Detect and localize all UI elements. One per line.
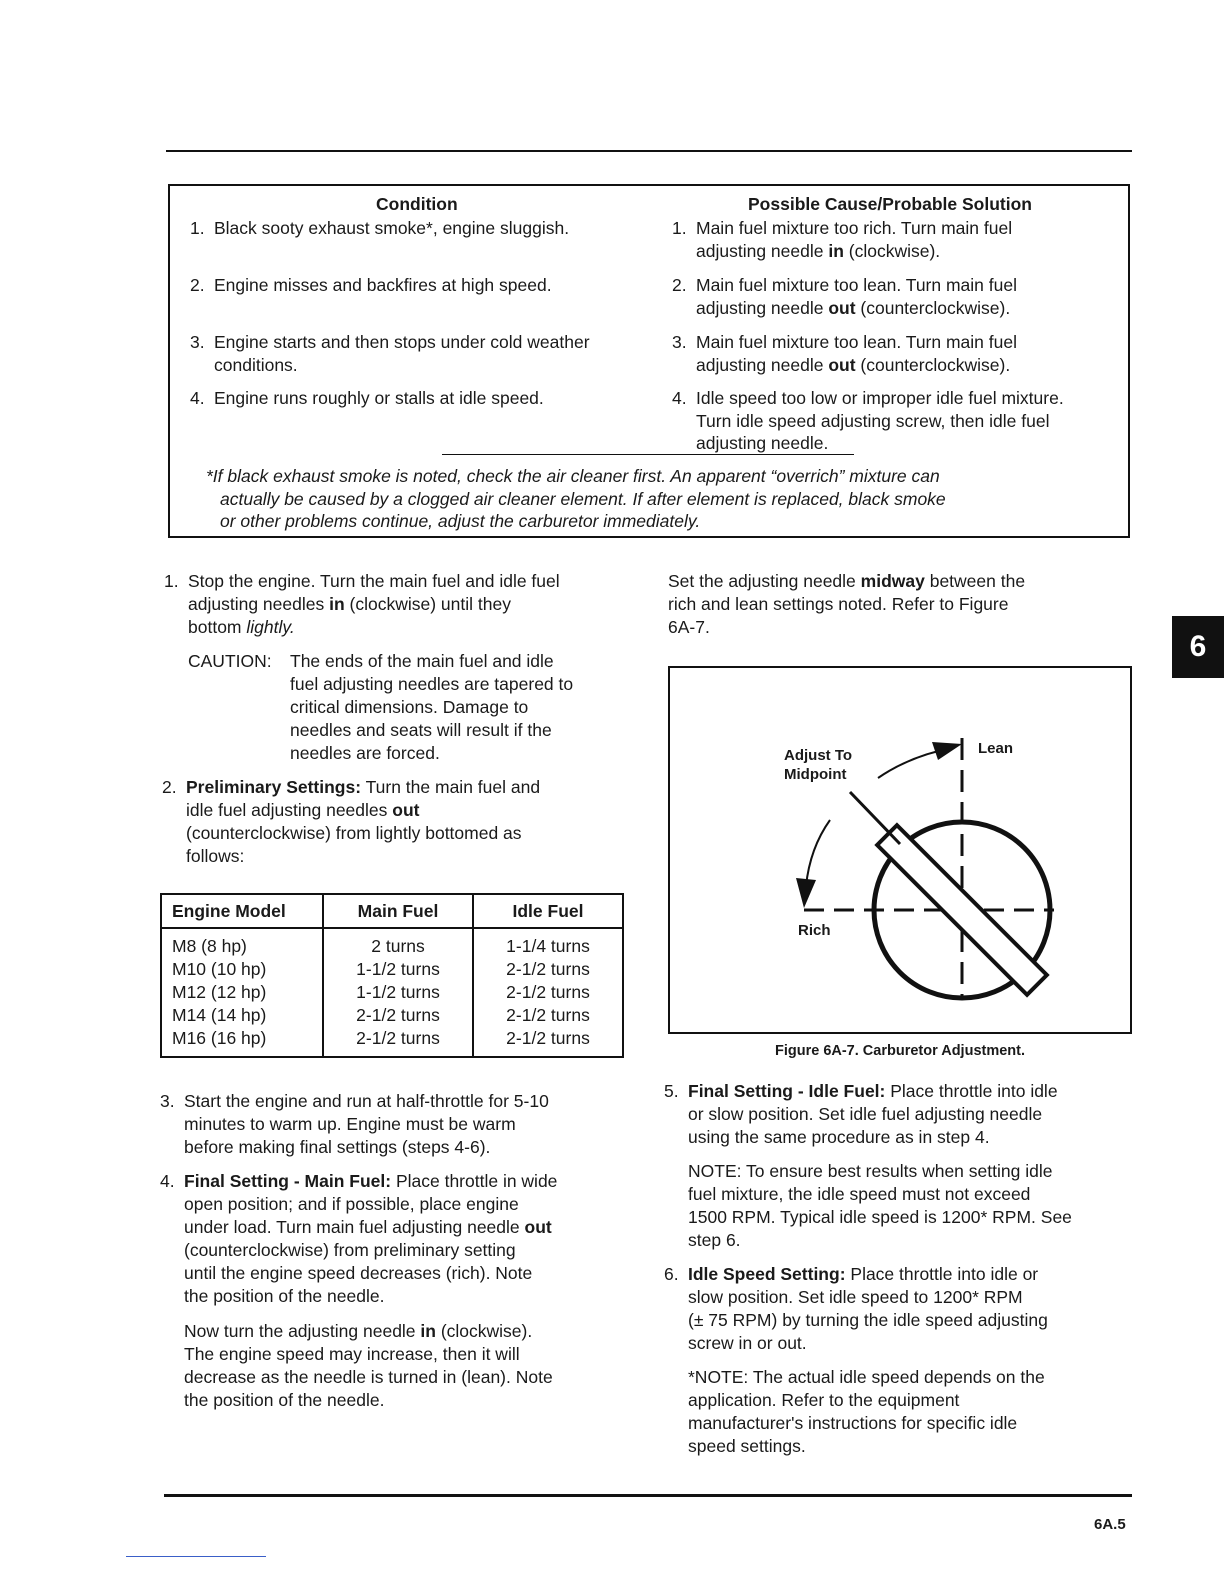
section-tab: 6: [1172, 616, 1224, 678]
cause-header: Possible Cause/Probable Solution: [748, 194, 1032, 214]
col-header-engine-model: Engine Model: [161, 894, 323, 928]
engine-settings-table: [160, 893, 624, 1058]
caution-label: CAUTION:: [188, 651, 272, 671]
carburetor-figure: [668, 666, 1132, 1034]
figure-caption: Figure 6A-7. Carburetor Adjustment.: [774, 1043, 1026, 1059]
footnote: *If black exhaust smoke is noted, check the air cleaner first. An apparent “overrich” mixture can actually be caused by a clogged air cleaner element. If after element is replaced, black smoke or other problems continue, adjust the carburetor immediately.: [206, 466, 946, 531]
step-4-continued: Now turn the adjusting needle in (clockwise). The engine speed may increase, then it will decrease as the needle is turned in (lean). Note the position of the needle.: [184, 1321, 553, 1410]
midway-paragraph: Set the adjusting needle midway between the rich and lean settings noted. Refer to Figure 6A-7.: [668, 571, 1026, 637]
lean-arrow-head: [932, 742, 962, 760]
lean-label: Lean: [978, 740, 1014, 757]
top-rule: [166, 150, 1132, 152]
table-row: M10 (10 hp) 1-1/2 turns 2-1/2 turns: [161, 958, 623, 981]
step-4: 4. Final Setting - Main Fuel: Place throttle in wide open position; and if possible, place engine under load. Turn main fuel adjusting needle out (counterclockwise) from preliminary setting until the engine speed decreases (rich). Note the position of the needle.: [160, 1171, 558, 1306]
col-header-idle-fuel: Idle Fuel: [473, 894, 623, 928]
note-idle-speed: *NOTE: The actual idle speed depends on the application. Refer to the equipment manufacturer's instructions for specific idle speed settings.: [688, 1367, 1045, 1456]
table-row: M14 (14 hp) 2-1/2 turns 2-1/2 turns: [161, 1004, 623, 1027]
footnote-divider: [442, 454, 854, 455]
step-2: 2. Preliminary Settings: Turn the main fuel and idle fuel adjusting needles out (counterclockwise) from lightly bottomed as follows:: [162, 777, 541, 866]
rich-arrow-head: [796, 878, 816, 908]
step-1: 1. Stop the engine. Turn the main fuel and idle fuel adjusting needles in (clockwise) until they bottom lightly.: [164, 571, 560, 637]
condition-header: Condition: [376, 194, 458, 214]
note-idle-mixture: NOTE: To ensure best results when setting idle fuel mixture, the idle speed must not exceed 1500 RPM. Typical idle speed is 1200* RPM. See step 6.: [688, 1161, 1072, 1250]
midpoint-pointer: [850, 792, 900, 844]
rich-arrow-line: [806, 820, 830, 886]
step-6: 6. Idle Speed Setting: Place throttle into idle or slow position. Set idle speed to 1200* RPM (± 75 RPM) by turning the idle speed adjusting screw in or out.: [664, 1264, 1048, 1353]
caution-note: CAUTION: The ends of the main fuel and idle fuel adjusting needles are tapered to critical dimensions. Damage to needles and seats will result if the needles are forced.: [188, 651, 574, 763]
step-3: 3. Start the engine and run at half-throttle for 5-10 minutes to warm up. Engine must be warm before making final settings (steps 4-6).: [160, 1091, 549, 1157]
table-row: M16 (16 hp) 2-1/2 turns 2-1/2 turns: [161, 1027, 623, 1057]
carburetor-diagram: [670, 668, 1130, 1032]
rich-label: Rich: [798, 922, 831, 939]
footer-link-line: [126, 1556, 266, 1557]
bottom-rule: [164, 1494, 1132, 1497]
col-header-main-fuel: Main Fuel: [323, 894, 473, 928]
adjust-to-midpoint-label: Adjust To Midpoint: [784, 747, 853, 783]
troubleshooting-table: Condition Possible Cause/Probable Solution 1. Black sooty exhaust smoke*, engine sluggish. 1. Main fuel mixture too rich. Turn main fuel adjusting needle in (clockwise). 2. Engine misses and backfires at high speed. 2. Main fuel mixture too lean. Turn main fuel adjusting needle out (counterclockwise). 3. Engine starts and then stops under cold weather conditions. 3. Main fuel mixture too lean. Turn main fuel adjusting needle out (counterclockwise). 4. Engine runs roughly or stalls at idle speed. 4. Idle speed too low or improper idle fuel mixture. Turn idle speed adjusting screw, then idle fuel adjusting needle. *If black exhaust smoke is noted, check the air cleaner first. An apparent “overrich” mixture can actually be caused by a clogged air cleaner element. If after element is replaced, black smoke or other problems continue, adjust the carburetor immediately.: [168, 184, 1130, 538]
page-number: 6A.5: [1094, 1516, 1126, 1533]
step-5: 5. Final Setting - Idle Fuel: Place throttle into idle or slow position. Set idle fuel adjusting needle using the same procedure as in step 4.: [664, 1081, 1058, 1147]
table-row: M12 (12 hp) 1-1/2 turns 2-1/2 turns: [161, 981, 623, 1004]
table-row: M8 (8 hp) 2 turns 1-1/4 turns: [161, 928, 623, 958]
